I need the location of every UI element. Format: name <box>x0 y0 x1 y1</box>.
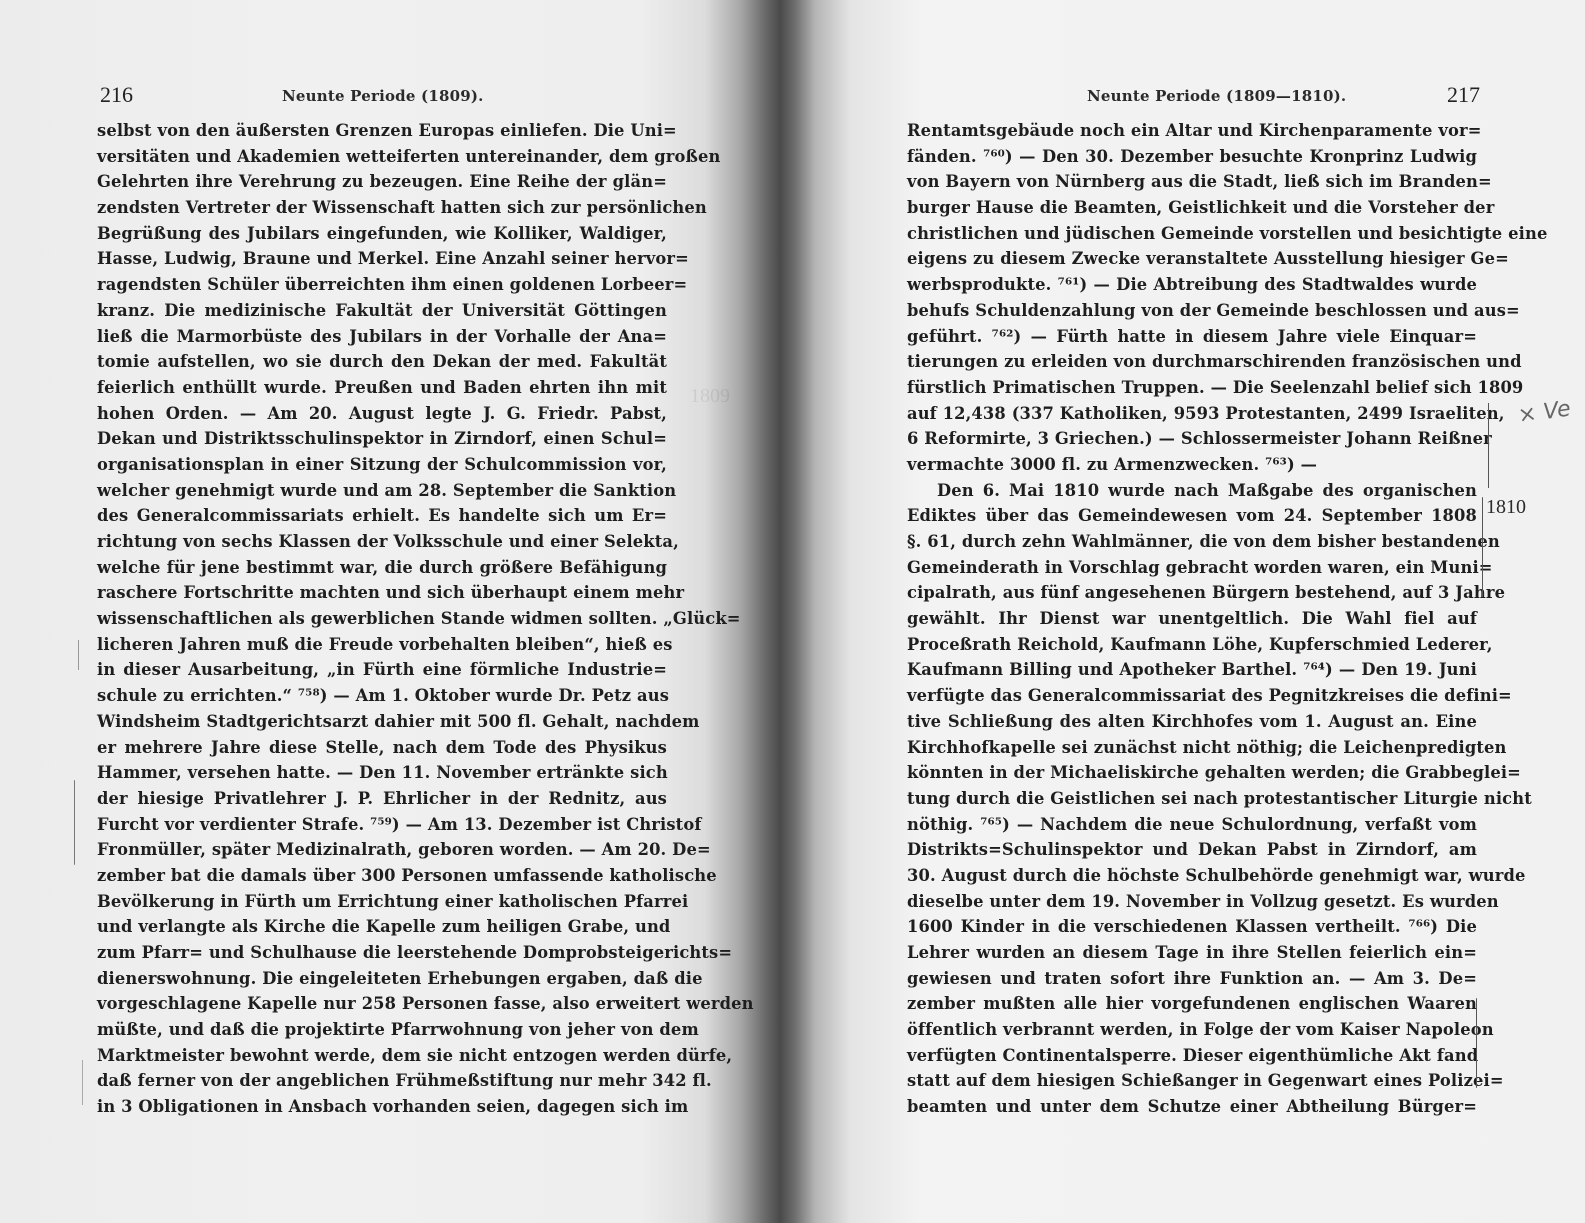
text-line: raschere Fortschritte machten und sich überhaupt einem mehr <box>97 583 685 603</box>
text-line: eigens zu diesem Zwecke veranstaltete Ausstellung hiesiger Ge= <box>907 249 1509 269</box>
text-line: tung durch die Geistlichen sei nach protestantischer Liturgie nicht <box>907 788 1532 808</box>
text-line: behufs Schuldenzahlung von der Gemeinde beschlossen und aus= <box>907 300 1520 320</box>
text-line: in 3 Obligationen in Ansbach vorhanden seien, dagegen sich im <box>97 1097 689 1117</box>
text-line: wissenschaftlichen als gewerblichen Stande widmen sollten. „Glück= <box>97 609 741 629</box>
text-line: vermachte 3000 fl. zu Armenzwecken. ⁷⁶³) — <box>907 454 1318 474</box>
text-line: gewählt. Ihr Dienst war unentgeltlich. Die Wahl fiel auf <box>907 609 1477 629</box>
right-text-block <box>907 118 1548 1120</box>
text-line: feierlich enthüllt wurde. Preußen und Baden ehrten ihn mit <box>97 377 667 397</box>
text-line: und verlangte als Kirche die Kapelle zum heiligen Grabe, und <box>97 917 671 937</box>
text-line: Marktmeister bewohnt werde, dem sie nicht entzogen werden dürfe, <box>97 1045 733 1065</box>
text-line: zember bat die damals über 300 Personen umfassende katholische <box>97 865 717 885</box>
text-line: hohen Orden. — Am 20. August legte J. G. Friedr. Pabst, <box>97 403 667 423</box>
text-line: tomie aufstellen, wo sie durch den Dekan der med. Fakultät <box>97 352 667 372</box>
right-page-number: 217 <box>1447 82 1480 107</box>
text-line: könnten in der Michaeliskirche gehalten werden; die Grabbeglei= <box>907 763 1521 783</box>
text-line: Ediktes über das Gemeindewesen vom 24. September 1808 <box>907 506 1477 526</box>
text-line: Begrüßung des Jubilars eingefunden, wie Kolliker, Waldiger, <box>97 223 667 243</box>
text-line: der hiesige Privatlehrer J. P. Ehrlicher in der Rednitz, aus <box>97 788 667 808</box>
text-line: kranz. Die medizinische Fakultät der Universität Göttingen <box>97 300 667 320</box>
text-line: öffentlich verbrannt werden, in Folge der vom Kaiser Napoleon <box>907 1020 1494 1040</box>
text-line: Proceßrath Reichold, Kaufmann Löhe, Kupferschmied Lederer, <box>907 634 1493 654</box>
text-line: organisationsplan in einer Sitzung der Schulcommission vor, <box>97 454 667 474</box>
text-line: Windsheim Stadtgerichtsarzt dahier mit 500 fl. Gehalt, nachdem <box>97 711 700 731</box>
text-line: 6 Reformirte, 3 Griechen.) — Schlossermeister Johann Reißner <box>907 429 1492 449</box>
left-page <box>0 0 760 1223</box>
text-line: tierungen zu erleiden von durchmarschirenden französischen und <box>907 352 1522 372</box>
text-line: von Bayern von Nürnberg aus die Stadt, ließ sich im Branden= <box>907 172 1492 192</box>
text-line: Lehrer wurden an diesem Tage in ihre Stellen feierlich ein= <box>907 943 1477 962</box>
text-line: Den 6. Mai 1810 wurde nach Maßgabe des organischen <box>937 480 1477 500</box>
year-margin-bracket <box>1482 497 1483 597</box>
text-line: §. 61, durch zehn Wahlmänner, die von dem bisher bestandenen <box>907 532 1500 551</box>
text-line: dienerswohnung. Die eingeleiteten Erhebungen ergaben, daß die <box>97 968 703 988</box>
left-running-head <box>100 80 670 110</box>
text-line: Kaufmann Billing und Apotheker Barthel. ⁷⁶⁴) — Den 19. Juni <box>907 660 1477 680</box>
text-line: cipalrath, aus fünf angesehenen Bürgern bestehend, auf 3 Jahre <box>907 583 1506 603</box>
text-line: er mehrere Jahre diese Stelle, nach dem Tode des Physikus <box>97 737 667 757</box>
right-margin-bracket <box>1488 403 1489 488</box>
text-line: 1600 Kinder in die verschiedenen Klassen vertheilt. ⁷⁶⁶) Die <box>907 917 1477 937</box>
left-margin-bracket <box>82 1060 83 1105</box>
text-line: Bevölkerung in Fürth um Errichtung einer katholischen Pfarrei <box>97 891 689 911</box>
text-line: geführt. ⁷⁶²) — Fürth hatte in diesem Jahre viele Einquar= <box>907 326 1477 346</box>
right-margin-bracket <box>1476 998 1477 1088</box>
text-line: beamten und unter dem Schutze einer Abtheilung Bürger= <box>907 1097 1477 1117</box>
text-line: Gelehrten ihre Verehrung zu bezeugen. Eine Reihe der glän= <box>97 172 667 192</box>
text-line: selbst von den äußersten Grenzen Europas einliefen. Die Uni= <box>97 121 677 140</box>
left-margin-bracket <box>74 780 75 865</box>
pencil-annotation: × Ve <box>1516 396 1573 429</box>
text-line: Kirchhofkapelle sei zunächst nicht nöthig; die Leichenpredigten <box>907 737 1507 757</box>
text-line: gewiesen und traten sofort ihre Funktion an. — Am 3. De= <box>907 968 1477 988</box>
text-line: Hasse, Ludwig, Braune und Merkel. Eine Anzahl seiner hervor= <box>97 249 689 269</box>
left-running-title: Neunte Periode (1809). <box>282 87 484 105</box>
text-line: fänden. ⁷⁶⁰) — Den 30. Dezember besuchte Kronprinz Ludwig <box>907 146 1477 166</box>
text-line: licheren Jahren muß die Freude vorbehalten bleiben“, hieß es <box>97 634 673 654</box>
right-page <box>800 0 1585 1223</box>
text-line: tive Schließung des alten Kirchhofes vom 1. August an. Eine <box>907 711 1477 731</box>
text-line: dieselbe unter dem 19. November in Vollzug gesetzt. Es wurden <box>907 891 1499 911</box>
text-line: statt auf dem hiesigen Schießanger in Gegenwart eines Polizei= <box>907 1071 1504 1091</box>
text-line: verfügte das Generalcommissariat des Pegnitzkreises die defini= <box>907 686 1512 706</box>
text-line: in dieser Ausarbeitung, „in Fürth eine förmliche Industrie= <box>97 660 667 680</box>
text-line: welche für jene bestimmt war, die durch größere Befähigung <box>97 557 667 577</box>
text-line: versitäten und Akademien wetteiferten untereinander, dem großen <box>97 146 721 166</box>
text-line: daß ferner von der angeblichen Frühmeßstiftung nur mehr 342 fl. <box>97 1071 712 1091</box>
bleed-through-text: 1809 <box>690 385 730 407</box>
text-line: christlichen und jüdischen Gemeinde vorstellen und besichtigte eine <box>907 223 1548 243</box>
right-running-title: Neunte Periode (1809—1810). <box>1087 87 1347 105</box>
left-margin-bracket <box>78 640 79 670</box>
text-line: nöthig. ⁷⁶⁵) — Nachdem die neue Schulordnung, verfaßt vom <box>907 814 1477 834</box>
text-line: Gemeinderath in Vorschlag gebracht worden waren, ein Muni= <box>907 557 1493 577</box>
text-line: müßte, und daß die projektirte Pfarrwohnung von jeher von dem <box>97 1020 699 1040</box>
text-line: werbsprodukte. ⁷⁶¹) — Die Abtreibung des Stadtwaldes wurde <box>907 275 1477 295</box>
text-line: welcher genehmigt wurde und am 28. September die Sanktion <box>97 480 677 500</box>
text-line: verfügten Continentalsperre. Dieser eigenthümliche Akt fand <box>907 1045 1479 1065</box>
text-line: zendsten Vertreter der Wissenschaft hatten sich zur persönlichen <box>97 198 707 218</box>
text-line: vorgeschlagene Kapelle nur 258 Personen fasse, also erweitert werden <box>97 994 754 1014</box>
right-running-head <box>925 80 1480 110</box>
text-line: 30. August durch die höchste Schulbehörde genehmigt war, wurde <box>907 865 1526 885</box>
text-line: zember mußten alle hier vorgefundenen englischen Waaren <box>907 994 1477 1014</box>
text-line: Furcht vor verdienter Strafe. ⁷⁵⁹) — Am 13. Dezember ist Christof <box>97 814 702 834</box>
left-page-number: 216 <box>100 82 133 107</box>
text-line: schule zu errichten.“ ⁷⁵⁸) — Am 1. Oktober wurde Dr. Petz aus <box>97 686 670 706</box>
text-line: Rentamtsgebäude noch ein Altar und Kirchenparamente vor= <box>907 121 1482 140</box>
text-line: fürstlich Primatischen Truppen. — Die Seelenzahl belief sich 1809 <box>907 377 1524 397</box>
text-line: Dekan und Distriktsschulinspektor in Zirndorf, einen Schul= <box>97 429 667 449</box>
text-line: ragendsten Schüler überreichten ihm einen goldenen Lorbeer= <box>97 275 688 295</box>
text-line: burger Hause die Beamten, Geistlichkeit und die Vorsteher der <box>907 198 1495 218</box>
text-line: Fronmüller, später Medizinalrath, geboren worden. — Am 20. De= <box>97 840 711 860</box>
margin-year-note: 1810 <box>1486 496 1526 518</box>
text-line: ließ die Marmorbüste des Jubilars in der Vorhalle der Ana= <box>97 326 667 346</box>
text-line: zum Pfarr= und Schulhause die leerstehende Domprobsteigerichts= <box>97 943 733 962</box>
text-line: auf 12,438 (337 Katholiken, 9593 Protestanten, 2499 Israeliten, <box>907 403 1505 423</box>
text-line: des Generalcommissariats erhielt. Es handelte sich um Er= <box>97 506 667 526</box>
text-line: Hammer, versehen hatte. — Den 11. November ertränkte sich <box>97 763 668 783</box>
text-line: richtung von sechs Klassen der Volksschule und einer Selekta, <box>97 532 679 551</box>
text-line: Distrikts=Schulinspektor und Dekan Pabst in Zirndorf, am <box>907 840 1477 860</box>
